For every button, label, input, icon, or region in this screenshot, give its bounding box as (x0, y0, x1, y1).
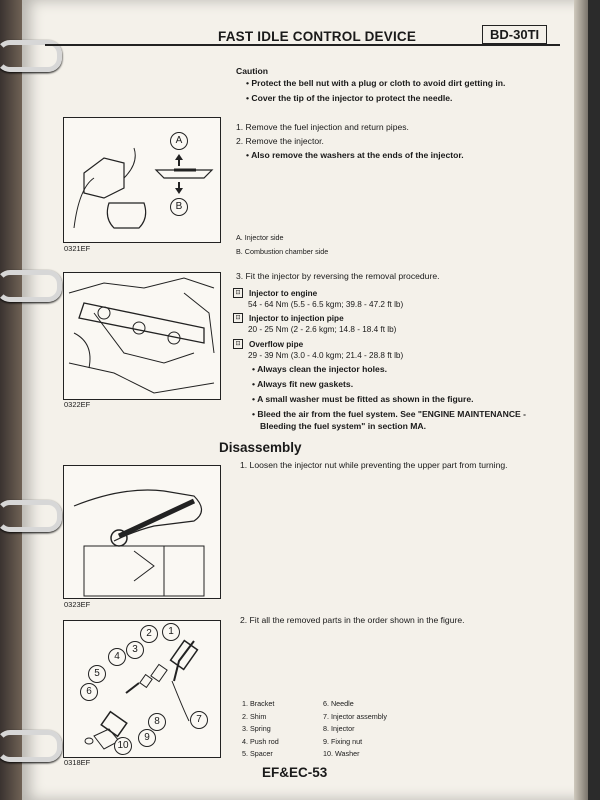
wrench-icon: ⊡ (233, 313, 243, 323)
fitting-notes (252, 363, 552, 432)
part-item: 4. Push rod (242, 736, 279, 746)
steps-removal (236, 121, 556, 161)
header-rule (45, 44, 560, 46)
callout-6: 6 (80, 683, 98, 701)
binder-ring (0, 270, 62, 302)
part-item: 6. Needle (323, 699, 354, 708)
callout-b: B (170, 198, 188, 216)
binder-ring (0, 730, 62, 762)
injector-washer-drawing (64, 118, 220, 242)
callout-a: A (170, 132, 188, 150)
part-item: 5. Spacer (242, 749, 273, 758)
figure-id: 0323EF (64, 600, 91, 609)
section-heading-disassembly: Disassembly (219, 440, 302, 455)
caution-heading: Caution (236, 66, 268, 76)
figure-injector-washers (63, 117, 221, 243)
figure-loosen-nut (63, 465, 221, 599)
caution-item: • Protect the bell nut with a plug or cloth to avoid dirt getting in. (246, 78, 506, 88)
step-2: 2. Remove the injector. (236, 136, 324, 146)
legend-a: A. Injector side (236, 233, 284, 242)
torque-spec: ⊡ Injector to injection pipe 20 - 25 Nm (2 - 2.6 kgm; 14.8 - 18.4 ft lb) (233, 313, 396, 335)
disassembly-step-1: 1. Loosen the injector nut while preventing the upper part from turning. (240, 460, 508, 470)
callout-4: 4 (108, 648, 126, 666)
wrench-icon: ⊡ (233, 339, 243, 349)
part-item: 2. Shim (242, 711, 267, 721)
disassembly-step-2: 2. Fit all the removed parts in the order shown in the figure. (240, 615, 465, 625)
section-code: BD-30TI (482, 25, 547, 44)
torque-spec: ⊡ Overflow pipe 29 - 39 Nm (3.0 - 4.0 kgm; 21.4 - 28.8 ft lb) (233, 339, 403, 361)
callout-10: 10 (114, 737, 132, 755)
note-item: • A small washer must be fitted as shown in the figure. (252, 394, 474, 404)
figure-id: 0318EF (64, 758, 91, 767)
figure-legend (236, 231, 328, 259)
parts-list-left (242, 698, 279, 761)
part-item: 10. Washer (323, 749, 360, 758)
figure-exploded-injector (63, 620, 221, 758)
part-item: 1. Bracket (242, 699, 275, 708)
callout-1: 1 (162, 623, 180, 641)
wrench-drawing (64, 466, 220, 598)
callout-5: 5 (88, 665, 106, 683)
callout-7: 7 (190, 711, 208, 729)
note-item: • Always fit new gaskets. (252, 379, 354, 389)
part-item: 3. Spring (242, 724, 271, 733)
figure-id: 0321EF (64, 244, 91, 253)
step-3: 3. Fit the injector by reversing the removal procedure. (236, 271, 440, 281)
engine-drawing (64, 273, 220, 399)
torque-spec: ⊡ Injector to engine 54 - 64 Nm (5.5 - 6.5 kgm; 39.8 - 47.2 ft lb) (233, 288, 403, 310)
wrench-icon: ⊡ (233, 288, 243, 298)
part-item: 9. Fixing nut (323, 736, 363, 746)
note-item: • Bleed the air from the fuel system. See "ENGINE MAINTENANCE - Bleeding the fuel system" in section MA. (252, 409, 527, 431)
legend-b: B. Combustion chamber side (236, 247, 329, 256)
figure-engine-injectors (63, 272, 221, 400)
page-title: FAST IDLE CONTROL DEVICE (218, 29, 417, 44)
step-1: 1. Remove the fuel injection and return pipes. (236, 122, 409, 132)
callout-9: 9 (138, 729, 156, 747)
part-item: 7. Injector assembly (323, 711, 387, 721)
binder-ring (0, 500, 62, 532)
caution-item: • Cover the tip of the injector to protect the needle. (246, 93, 453, 103)
figure-id: 0322EF (64, 400, 91, 409)
step-2-note: • Also remove the washers at the ends of the injector. (246, 150, 464, 160)
parts-list-right (323, 698, 387, 761)
callout-3: 3 (126, 641, 144, 659)
part-item: 8. Injector (323, 724, 355, 733)
caution-block (236, 65, 556, 104)
callout-8: 8 (148, 713, 166, 731)
page-edge (574, 0, 588, 800)
note-item: • Always clean the injector holes. (252, 364, 387, 374)
callout-2: 2 (140, 625, 158, 643)
page-number: EF&EC-53 (262, 765, 328, 780)
